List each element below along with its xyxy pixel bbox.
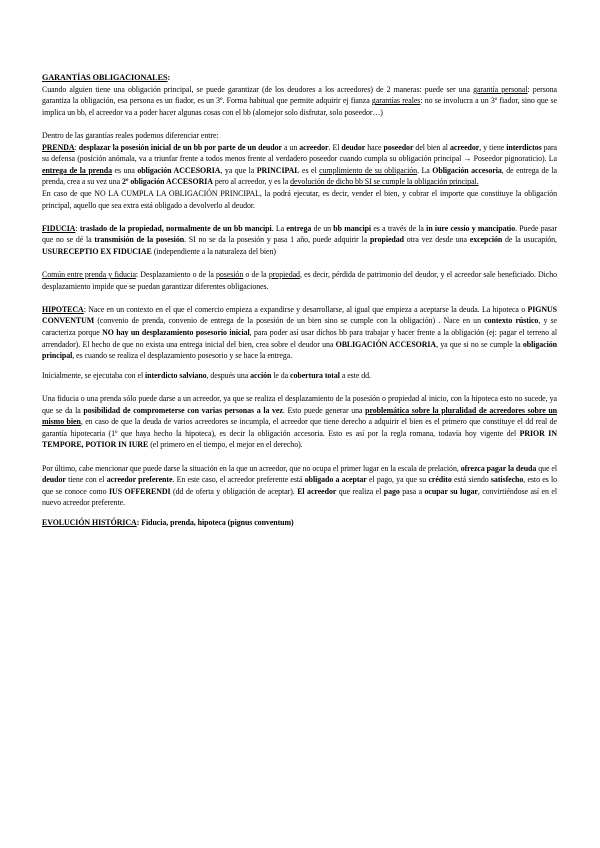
text-run: devolución de dicho bb SI se cumple la obligación principal. (290, 177, 479, 187)
text-run: acción (250, 370, 272, 380)
text-run: , después una (206, 370, 251, 380)
text-run: posesión (216, 270, 244, 280)
text-run: cobertura total (290, 370, 340, 380)
text-run: deudor (42, 475, 66, 485)
text-run: . SI no se da la posesión y pasa 1 año, puede adquirir la (184, 235, 370, 245)
text-run: pasa a (399, 486, 425, 496)
section-title: GARANTÍAS OBLIGACIONALES: (42, 73, 171, 82)
text-run: , ya que si no se cumple la (436, 339, 523, 349)
text-run: ofrezca pagar la deuda (460, 463, 537, 473)
text-run: pago (383, 486, 400, 496)
text-run: Dentro de las garantías reales podemos diferenciar entre: (42, 130, 219, 140)
paragraph-prenda-breach (42, 188, 557, 211)
text-run: o de la (243, 270, 269, 280)
text-run: PRENDA (42, 142, 75, 152)
text-run: USURECEPTIO EX FIDUCIAE (42, 246, 152, 256)
text-run: traslado de la propiedad, normalmente de un bb mancipi (79, 223, 272, 233)
text-run: pero al acreedor, y es la (212, 177, 291, 187)
text-run: : Desplazamiento o de la (135, 270, 216, 280)
text-run: posibilidad de comprometerse con varias personas a la vez (83, 405, 283, 415)
text-run: (convenio de prenda, convenio de entrega de la posesión de un bien sino se cumple con la obligación) . Nace en un (94, 316, 485, 326)
text-run: que el (536, 463, 557, 473)
text-run: Cuando alguien tiene una obligación principal, se puede garantizar (de los deudores a los acreedores) de 2 maneras: puede ser una (42, 84, 474, 94)
text-run: Por último, cabe mencionar que puede darse la situación en la que un acreedor, que no ocupa el primer lugar en la escala de prelación, (42, 463, 461, 473)
text-run: otra vez desde una (404, 235, 470, 245)
text-run: : Fiducia, prenda, hipoteca (pignus conventum) (136, 517, 294, 527)
text-run: PRIOR IN TEMPORE, POTIOR IN IURE (42, 428, 557, 450)
text-run: ocupar su lugar (424, 486, 478, 496)
text-run: (el primero en el tiempo, el mejor en el derecho). (148, 440, 303, 450)
paragraph-creditor-plurality (42, 393, 557, 451)
text-run: , para poder así usar dichos bb para trabajar y hacer frente a la obligación (ej: pagar el terreno al arrendador). El hecho de que no exista una entrega inicial del bien, crea sobre el deudor una (42, 328, 558, 349)
text-run: excepción (469, 235, 503, 245)
text-run: es a través de la (371, 223, 427, 233)
text-run: satisfecho (490, 475, 524, 485)
text-run: poseedor (383, 142, 414, 152)
text-run: de un (311, 223, 334, 233)
text-run: NO hay un desplazamiento posesorio inicial (102, 328, 250, 338)
text-run: es una (112, 165, 138, 175)
text-run: entrega de la prenda (42, 165, 113, 175)
text-run: , es cuando se realiza el desplazamiento posesorio y se hace la entrega. (72, 351, 293, 361)
text-run: Común entre prenda y fiducia (42, 270, 136, 280)
paragraph-ius-offerendi (42, 463, 557, 509)
text-run: : Nace en un contexto en el que el comercio empieza a expandirse y desarrollarse, al igual que empieza a aceptarse la deuda. La hipoteca o (83, 304, 528, 314)
paragraph-historical-evolution (42, 517, 557, 529)
text-run: , en caso de que la deuda de varios acreedores se incumpla, el acreedor que tiene derecho a adquirir el bien es el primero que constituye el dd real de garantía hipotecaria (1º que haya hecho la hipoteca), es decir la obligación accesoria. Esto es así por la regla romana, todavía hoy vigente del (42, 417, 557, 438)
text-run: OBLIGACIÓN ACCESORIA (335, 339, 437, 349)
paragraph-hipoteca-execution (42, 370, 557, 382)
text-run: tiene con el (65, 475, 107, 485)
text-run: . En este caso, el acreedor preferente está (172, 475, 305, 485)
text-run: Una fiducia o una prenda sólo puede darse a un acreedor, ya que se realiza el desplazamiento de la posesión o propiedad al inicio, con la hipoteca esto no sucede, ya que se da la (42, 394, 557, 415)
text-run: , esto es lo que se conoce como (42, 475, 557, 496)
text-run: EVOLUCIÓN HISTÓRICA (42, 517, 137, 527)
text-run: garantías reales (371, 96, 421, 106)
text-run: obligación ACCESORIA (137, 165, 221, 175)
paragraph-guarantee-types (42, 84, 557, 119)
text-run: obligación principal (42, 339, 557, 361)
text-run: Inicialmente, se ejecutaba con el (42, 370, 146, 380)
text-run: El acreedor (297, 486, 337, 496)
text-run: de la usucapión, (502, 235, 557, 245)
text-run: propiedad (268, 270, 300, 280)
text-run: deudor (341, 142, 366, 152)
text-run: : persona garantiza la obligación, esa persona es un fiador, es un 3º. Forma habitual que permite adquirir ej fianza (42, 84, 557, 106)
text-run: 2º obligación ACCESORIA (121, 177, 213, 187)
document-page (42, 72, 557, 529)
section-title-text: GARANTÍAS OBLIGACIONALES (42, 73, 168, 82)
text-run: que realiza el (336, 486, 384, 496)
text-run: PRINCIPAL (256, 165, 300, 175)
text-run: está siendo (451, 475, 491, 485)
text-run: : (75, 223, 80, 233)
text-run: . Esto puede generar una (282, 405, 366, 415)
text-run: crédito (428, 475, 452, 485)
paragraph-common-prenda-fiducia (42, 269, 557, 292)
text-run: IUS OFFERENDI (109, 486, 171, 496)
text-run: , ya que la (220, 165, 257, 175)
text-run: , y se caracteriza porque (42, 316, 558, 338)
text-run: obligado a aceptar (304, 475, 367, 485)
text-run: desplazar la posesión inicial de un bb por parte de un deudor (78, 142, 282, 152)
text-run: (independiente a la naturaleza del bien) (151, 246, 276, 256)
text-run: contexto rústico (484, 316, 539, 326)
text-run: HIPOTECA (42, 304, 84, 314)
text-run: . Puede pasar que no se dé la (42, 223, 558, 245)
paragraph-real-guarantees-intro (42, 130, 557, 142)
text-run: el pago, ya que su (366, 475, 429, 485)
text-run: interdictos (506, 142, 542, 152)
text-run: En caso de que NO LA CUMPLA LA OBLIGACIÓN PRINCIPAL, la podrá ejecutar, es decir, vender el bien, y cobrar el importe que constituye la obligación principal, aquello que sea extra está obligado a devolverlo al deudor. (42, 188, 557, 210)
text-run: entrega (286, 223, 312, 233)
text-run: , de entrega de la prenda, crea a su vez una (42, 165, 557, 187)
text-run: propiedad (369, 235, 404, 245)
text-run: in iure cessio y mancipatio (426, 223, 516, 233)
paragraph-prenda (42, 142, 557, 188)
text-run: Obligación accesoria (432, 165, 502, 175)
text-run: PIGNUS CONVENTUM (42, 304, 557, 326)
text-run: , y tiene (479, 142, 507, 152)
text-run: es el (299, 165, 320, 175)
text-run: bb mancipi (333, 223, 372, 233)
paragraph-fiducia (42, 223, 557, 258)
paragraph-hipoteca (42, 304, 557, 362)
text-run: hace (365, 142, 384, 152)
text-run: garantía personal (473, 84, 528, 94)
text-run: acreedor (299, 142, 329, 152)
text-run: , es decir, pérdida de patrimonio del deudor, y el acreedor sale beneficiado. Dicho desplazamiento impide que se puedan garantizar diferentes obligaciones. (42, 270, 558, 291)
text-run: a un (281, 142, 300, 152)
text-run: . El (328, 142, 342, 152)
text-run: FIDUCIA (42, 223, 76, 233)
text-run: a este dd. (339, 370, 371, 380)
text-run: transmisión de la posesión (94, 235, 185, 245)
text-run: problemática sobre la pluralidad de acreedores sobre un mismo bien (42, 405, 558, 427)
text-run: : no se involucra a un 3º fiador, sino que se implica un bb, el acreedor va a poder hacer algunas cosas con el bb (alomejor solo disfrutar, solo poseedor…) (42, 96, 557, 117)
text-run: . La (417, 165, 433, 175)
text-run: para su defensa (posición anómala, va a triunfar frente a todos menos frente al verdadero poseedor cuando cumpla su obligación principal → Poseedor pignoraticio). La (42, 142, 558, 164)
text-run: . La (271, 223, 287, 233)
text-run: del bien al (413, 142, 450, 152)
text-run: (dd de oferta y obligación de aceptar). (170, 486, 298, 496)
text-run: interdicto salviano (145, 370, 207, 380)
text-run: cumplimiento de su obligación (319, 165, 418, 175)
text-run: acreedor (449, 142, 480, 152)
text-run: acreedor preferente (106, 475, 173, 485)
text-run: , convirtiéndose así en el nuevo acreedor preferente. (42, 486, 557, 508)
text-run: : (74, 142, 79, 152)
text-run: le da (271, 370, 291, 380)
